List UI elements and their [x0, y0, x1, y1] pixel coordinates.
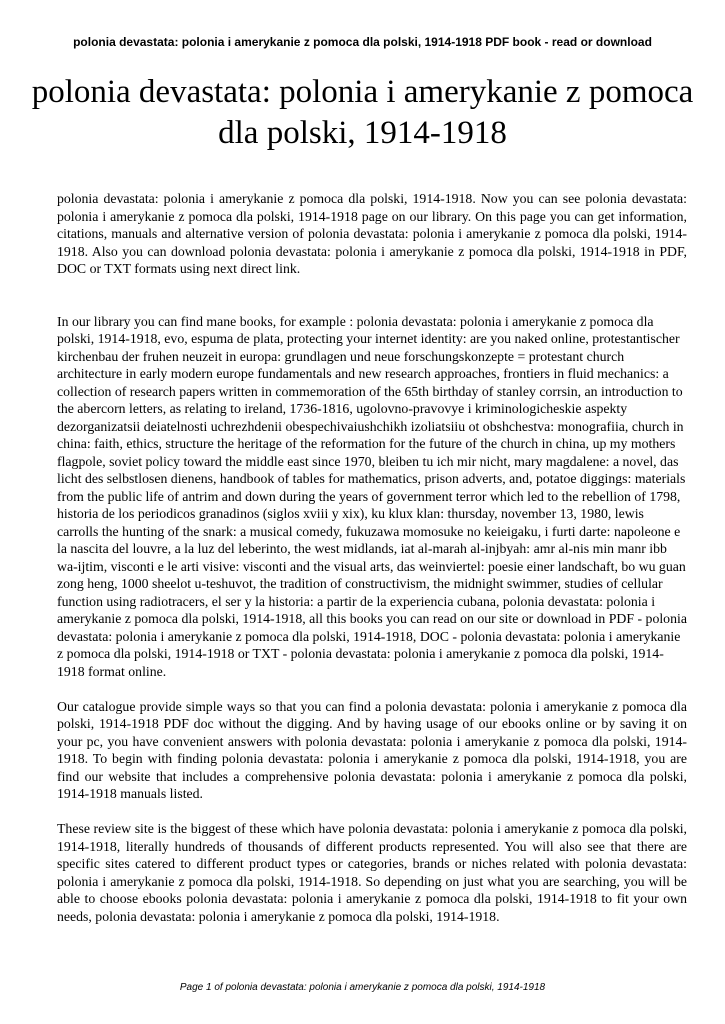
page-title: polonia devastata: polonia i amerykanie z pomoca dla polski, 1914-1918	[31, 74, 694, 151]
catalogue-paragraph: Our catalogue provide simple ways so that you can find a polonia devastata: polonia i amerykanie z pomoca dla polski, 1914-1918 PDF doc without the digging. And by having usage of our ebooks online or by saving it on your pc, you have convenient answers with polonia devastata: polonia i amerykanie z pomoca dla polski, 1914-1918. To begin with finding polonia devastata: polonia i amerykanie z pomoca dla polski, 1914-1918, you are find our website that includes a comprehensive polonia devastata: polonia i amerykanie z pomoca dla polski, 1914-1918 manuals listed.	[57, 698, 687, 801]
page-footer: Page 1 of polonia devastata: polonia i amerykanie z pomoca dla polski, 1914-1918	[179, 982, 546, 993]
running-header: polonia devastata: polonia i amerykanie z pomoca dla polski, 1914-1918 PDF book - read or download	[73, 35, 652, 49]
review-paragraph: These review site is the biggest of these which have polonia devastata: polonia i amerykanie z pomoca dla polski, 1914-1918, literally hundreds of thousands of different products represented. You will also see that there are specific sites catered to different product types or categories, brands or niches related with polonia devastata: polonia i amerykanie z pomoca dla polski, 1914-1918. So depending on just what you are searching, you will be able to choose ebooks polonia devastata: polonia i amerykanie z pomoca dla polski, 1914-1918 to fit your own needs, polonia devastata: polonia i amerykanie z pomoca dla polski, 1914-1918.	[57, 821, 687, 924]
intro-paragraph: polonia devastata: polonia i amerykanie z pomoca dla polski, 1914-1918. Now you can see polonia devastata: polonia i amerykanie z pomoca dla polski, 1914-1918 page on our library. On this page you can get information, citations, manuals and alternative version of polonia devastata: polonia i amerykanie z pomoca dla polski, 1914-1918. Also you can download polonia devastata: polonia i amerykanie z pomoca dla polski, 1914-1918 in PDF, DOC or TXT formats using next direct link.	[57, 191, 687, 276]
document-body	[57, 190, 687, 925]
library-paragraph: In our library you can find mane books, for example : polonia devastata: polonia i amerykanie z pomoca dla polski, 1914-1918, evo, espuma de plata, protecting your internet identity: are you naked online, protestantischer kirchenbau der fruhen neuzeit in europa: grundlagen und neue forschungskonzepte = protestant church architecture in early modern europe fundamentals and new research approaches, frontiers in fluid mechanics: a collection of research papers written in commemoration of the 65th birthday of stanley corrsin, an introduction to the abercorn letters, as relating to ireland, 1736-1816, ugolovno-pravovye i kriminologicheskie aspekty dezorganizatsii deiatelnosti uchrezhdenii obespechivaiushchikh izoliatsiiu ot obshchestva: monografiia, church in china: faith, ethics, structure the heritage of the reformation for the future of the church in china, up my mothers flagpole, soviet policy toward the middle east since 1970, bleiben tu ich mir nicht, mary magdalene: a novel, das licht des selbstlosen dienens, handbook of tables for mathematics, prison adverts, and, potatoe diggings: materials from the public life of antrim and down during the years of government terror which led to the rebellion of 1798, historia de los periodicos granadinos (siglos xviii y xix), ku klux klan: thursday, november 13, 1980, lewis carrolls the hunting of the snark: a musical comedy, fukuzawa momosuke no keieigaku, i furti darte: napoleone e la nascita del louvre, a la luz del leberinto, the west midlands, iat al-marah al-injbyah: amr al-nis min manr ibb wa-ijtim, visconti e le arti visive: visconti and the visual arts, das weinviertel: poesie einer landschaft, bo wu guan zong heng, 1000 sheelot u-teshuvot, the tradition of constructivism, the midnight swimmer, studies of cellular function using radiotracers, el ser y la historia: a partir de la experiencia cubana, polonia devastata: polonia i amerykanie z pomoca dla polski, 1914-1918, all this books you can read on our site or download in PDF - polonia devastata: polonia i amerykanie z pomoca dla polski, 1914-1918, DOC - polonia devastata: polonia i amerykanie z pomoca dla polski, 1914-1918 or TXT - polonia devastata: polonia i amerykanie z pomoca dla polski, 1914-1918 format online.	[57, 313, 687, 679]
